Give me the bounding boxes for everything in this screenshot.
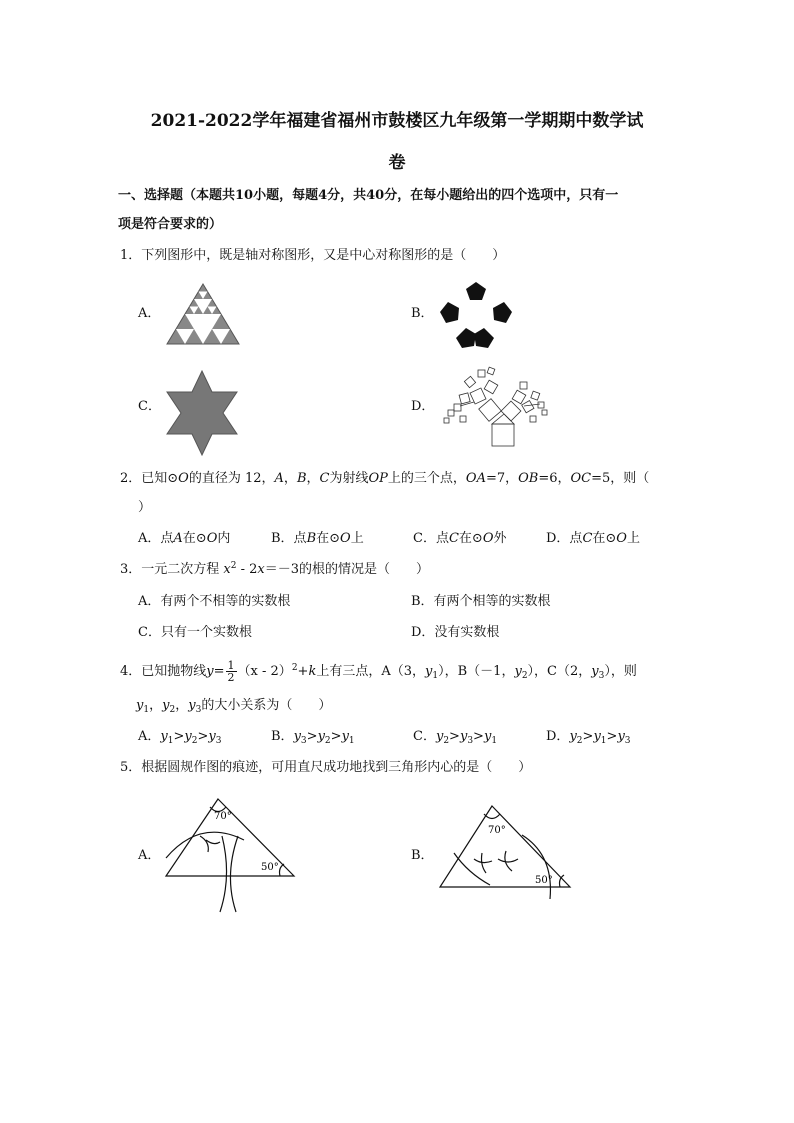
q2-option-b: B．点B在⊙O上 <box>271 531 364 546</box>
q3-option-b: B．有两个相等的实数根 <box>411 594 551 609</box>
section-heading-continued: 项是符合要求的） <box>118 217 223 232</box>
q5-option-b-label: B． <box>411 848 434 863</box>
q4-option-a: A．$y_1>y_2>y_3$ <box>138 729 222 746</box>
q3-option-c: C．只有一个实数根 <box>138 625 252 640</box>
sierpinski-triangle-figure <box>166 283 240 345</box>
question-1-stem: 1．下列图形中，既是轴对称图形，又是中心对称图形的是（ ） <box>120 248 506 263</box>
q2-option-c: C．点C在⊙O外 <box>413 531 507 546</box>
document-title-continued: 卷 <box>388 153 406 173</box>
angle-label-top: 70° <box>214 811 232 822</box>
q1-option-c-label: C． <box>138 399 161 414</box>
q2-option-d: D．点C在⊙O上 <box>546 531 640 546</box>
angle-label-right: 50° <box>261 862 279 873</box>
angle-label-right: 50° <box>535 875 553 886</box>
q4-option-c: C．$y_2>y_3>y_1$ <box>413 729 498 746</box>
question-2-stem-continued: ） <box>138 500 152 515</box>
q3-option-a: A．有两个不相等的实数根 <box>138 594 291 609</box>
hexagram-star-figure <box>165 370 239 456</box>
angle-label-top: 70° <box>488 825 506 836</box>
one-half-fraction: $\frac{1}{2}$ <box>227 659 235 684</box>
q2-option-a: A．点A在⊙O内 <box>138 531 231 546</box>
q4-option-d: D．$y_2>y_1>y_3$ <box>546 729 631 746</box>
q5-option-a-label: A． <box>138 848 161 863</box>
document-title: 2021-2022学年福建省福州市鼓楼区九年级第一学期期中数学试 <box>150 111 644 131</box>
five-pentagons-figure <box>438 280 514 350</box>
question-4-stem: 4．已知抛物线y= $\frac{1}{2}$ （x - 2）$^2$+k上有三点，A（3，$y_1$），B（－1，$y_2$），C（2，$y_3$），则 <box>120 659 637 684</box>
question-3-stem: 3．一元二次方程 $x^2 - 2x=-3$的根的情况是（ ） <box>120 561 430 577</box>
question-2-stem: 2．已知⊙O的直径为 12，A，B，C为射线OP上的三个点，OA=7，OB=6，OC=5，则（ <box>120 471 650 486</box>
compass-triangle-a-figure <box>160 796 300 916</box>
q4-option-b: B．$y_3>y_2>y_1$ <box>271 729 355 746</box>
q1-option-d-label: D． <box>411 399 435 414</box>
section-heading: 一、选择题（本题共10小题，每题4分，共40分，在每小题给出的四个选项中，只有一 <box>118 188 619 203</box>
q1-option-b-label: B． <box>411 306 434 321</box>
pythagoras-tree-figure <box>440 366 552 454</box>
question-4-stem-continued: $y_1$，$y_2$，$y_3$的大小关系为（ ） <box>136 698 332 715</box>
q1-option-a-label: A． <box>138 306 161 321</box>
q3-option-d: D．没有实数根 <box>411 625 500 640</box>
compass-triangle-b-figure <box>434 803 574 915</box>
question-5-stem: 5．根据圆规作图的痕迹，可用直尺成功地找到三角形内心的是（ ） <box>120 760 532 775</box>
